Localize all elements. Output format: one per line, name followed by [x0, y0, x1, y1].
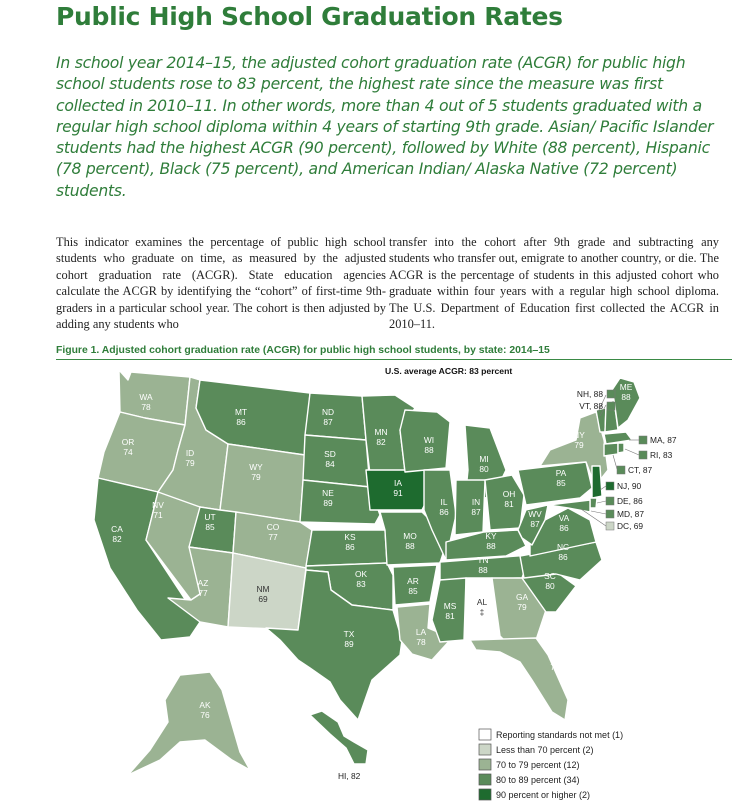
figure-caption: Figure 1. Adjusted cohort graduation rate (ACGR) for public high school students, by state: 2014–15 [56, 345, 550, 356]
label-ME-value: 88 [621, 392, 631, 402]
label-KS-value: 86 [345, 542, 355, 552]
label-UT-value: 85 [205, 522, 215, 532]
label-AR-abbr: AR [407, 576, 419, 586]
label-WY-abbr: WY [249, 462, 263, 472]
label-SD-abbr: SD [324, 449, 336, 459]
label-AZ-abbr: AZ [197, 578, 209, 588]
label-IL-abbr: IL [440, 497, 448, 507]
label-AL-value: ‡ [479, 607, 485, 617]
state-FL [470, 638, 568, 720]
label-GA-value: 79 [517, 602, 527, 612]
side-label-RI: RI, 83 [650, 450, 673, 460]
us-state-map [0, 360, 748, 810]
side-box-NJ [606, 482, 614, 490]
label-PA-abbr: PA [555, 468, 567, 478]
label-MT-abbr: MT [234, 407, 248, 417]
label-OH-value: 81 [504, 499, 514, 509]
label-CA-value: 82 [112, 534, 122, 544]
state-ND [305, 393, 366, 440]
page-title: Public High School Graduation Rates [56, 2, 563, 31]
side-box-VT [607, 402, 615, 410]
side-box-RI [639, 451, 647, 459]
legend-label-not-met: Reporting standards not met (1) [496, 730, 624, 740]
label-MI-abbr: MI [479, 454, 489, 464]
state-DE [590, 498, 597, 508]
label-MN-value: 82 [376, 437, 386, 447]
state-SD [303, 435, 370, 487]
label-MO-value: 88 [405, 541, 415, 551]
legend-swatch-80-89 [479, 774, 491, 785]
side-label-MA: MA, 87 [650, 435, 677, 445]
label-AL-abbr: AL [476, 597, 488, 607]
state-NJ [592, 466, 602, 498]
map-legend [479, 729, 623, 800]
label-SC-value: 80 [545, 581, 555, 591]
label-KY-abbr: KY [485, 531, 497, 541]
label-OR-abbr: OR [121, 437, 135, 447]
label-OH-abbr: OH [502, 489, 516, 499]
highlight-paragraph: In school year 2014–15, the adjusted cohort graduation rate (ACGR) for public high school students rose to 83 percent, the highest rate since the measure was first collected in 2010–11. In other words, more than 4 out of 5 students graduated with a regular high school diploma within 4 years of starting 9th grade. Asian/ Pacific Islander students had the highest ACGR (90 percent), followed by White (88 percent), Hispanic (78 percent), Black (75 percent), and American Indian/ Alaska Native (72 percent) students. [56, 54, 714, 200]
legend-label-lt70: Less than 70 percent (2) [496, 745, 594, 755]
label-NM-abbr: NM [256, 584, 270, 594]
label-IN-value: 87 [471, 507, 481, 517]
label-WI-value: 88 [424, 445, 434, 455]
label-KS-abbr: KS [344, 532, 356, 542]
label-NV-value: 71 [153, 510, 163, 520]
label-WY-value: 79 [251, 472, 261, 482]
label-WV-abbr: WV [528, 509, 542, 519]
legend-swatch-90-plus [479, 789, 491, 800]
label-PA-value: 85 [556, 478, 566, 488]
label-TX-abbr: TX [343, 629, 355, 639]
label-NY-abbr: NY [573, 430, 585, 440]
state-CT [604, 443, 618, 456]
side-label-MD: MD, 87 [617, 509, 644, 519]
label-FL-value: 78 [550, 662, 560, 672]
label-IA-abbr: IA [394, 478, 402, 488]
label-UT-abbr: UT [204, 512, 216, 522]
label-FL-abbr: FL [550, 652, 560, 662]
label-AK-value: 76 [200, 710, 210, 720]
body-text-column-2: transfer into the cohort after 9th grade and subtracting any students who transfer out, emigrate to another country, or die. The ACGR is the percentage of students in this adjusted cohort who graduate within four years with a regular high school diploma. The U.S. Department of Education first collected the ACGR in 2010–11. [389, 235, 719, 332]
label-WI-abbr: WI [423, 435, 435, 445]
label-TX-value: 89 [344, 639, 354, 649]
side-box-MD [606, 510, 614, 518]
label-WA-value: 78 [141, 402, 151, 412]
label-AZ-value: 77 [198, 588, 208, 598]
label-VA-abbr: VA [558, 513, 570, 523]
legend-swatch-not-met [479, 729, 491, 740]
label-IL-value: 86 [439, 507, 449, 517]
label-TN-value: 88 [478, 565, 488, 575]
label-OK-value: 83 [356, 579, 366, 589]
legend-label-90-plus: 90 percent or higher (2) [496, 790, 591, 800]
side-box-CT [617, 466, 625, 474]
side-label-VT: VT, 88 [579, 401, 603, 411]
label-LA-value: 78 [416, 637, 426, 647]
label-AR-value: 85 [408, 586, 418, 596]
label-NE-abbr: NE [322, 488, 334, 498]
label-ND-abbr: ND [321, 407, 335, 417]
side-label-NH: NH, 88 [576, 389, 603, 399]
legend-label-80-89: 80 to 89 percent (34) [496, 775, 580, 785]
label-ID-abbr: ID [185, 448, 195, 458]
label-CA-abbr: CA [111, 524, 123, 534]
side-label-CT: CT, 87 [628, 465, 653, 475]
label-NM-value: 69 [258, 594, 268, 604]
side-box-MA [639, 436, 647, 444]
side-label-HI: HI, 82 [338, 771, 361, 781]
label-IA-value: 91 [393, 488, 403, 498]
label-MS-abbr: MS [443, 601, 457, 611]
label-LA-abbr: LA [415, 627, 427, 637]
label-NC-value: 86 [558, 552, 568, 562]
label-OK-abbr: OK [354, 569, 368, 579]
label-ME-abbr: ME [619, 382, 633, 392]
legend-label-70-79: 70 to 79 percent (12) [496, 760, 580, 770]
body-text-column-1: This indicator examines the percentage of public high school students who graduate on time, as measured by the adjusted cohort graduation rate (ACGR). State education agencies calculate the ACGR by identifying the “cohort” of first-time 9th-graders in a particular school year. The cohort is then adjusted by adding any students who [56, 235, 386, 332]
state-AK [128, 672, 250, 775]
label-ID-value: 79 [185, 458, 195, 468]
label-NE-value: 89 [323, 498, 333, 508]
side-box-DC [606, 522, 614, 530]
side-label-NJ: NJ, 90 [617, 481, 642, 491]
label-MT-value: 86 [236, 417, 246, 427]
state-HI [310, 711, 368, 764]
label-NV-abbr: NV [152, 500, 164, 510]
label-GA-abbr: GA [515, 592, 529, 602]
label-MS-value: 81 [445, 611, 455, 621]
label-ND-value: 87 [323, 417, 333, 427]
state-RI [618, 443, 624, 453]
label-TN-abbr: TN [477, 555, 489, 565]
legend-swatch-70-79 [479, 759, 491, 770]
label-WA-abbr: WA [139, 392, 153, 402]
state-MA [604, 432, 632, 444]
label-VA-value: 86 [559, 523, 569, 533]
label-IN-abbr: IN [471, 497, 481, 507]
label-SC-abbr: SC [544, 571, 556, 581]
label-KY-value: 88 [486, 541, 496, 551]
label-NC-abbr: NC [556, 542, 570, 552]
label-NY-value: 79 [574, 440, 584, 450]
side-label-DC: DC, 69 [617, 521, 644, 531]
label-WV-value: 87 [530, 519, 540, 529]
label-MI-value: 80 [479, 464, 489, 474]
label-CO-value: 77 [268, 532, 278, 542]
label-SD-value: 84 [325, 459, 335, 469]
label-MN-abbr: MN [374, 427, 388, 437]
state-WY [220, 444, 305, 522]
label-OR-value: 74 [123, 447, 133, 457]
label-CO-abbr: CO [266, 522, 280, 532]
legend-swatch-lt70 [479, 744, 491, 755]
label-AK-abbr: AK [199, 700, 211, 710]
us-average-label: U.S. average ACGR: 83 percent [385, 366, 513, 376]
side-box-DE [606, 497, 614, 505]
side-box-NH [607, 390, 615, 398]
label-MO-abbr: MO [403, 531, 417, 541]
side-label-DE: DE, 86 [617, 496, 643, 506]
